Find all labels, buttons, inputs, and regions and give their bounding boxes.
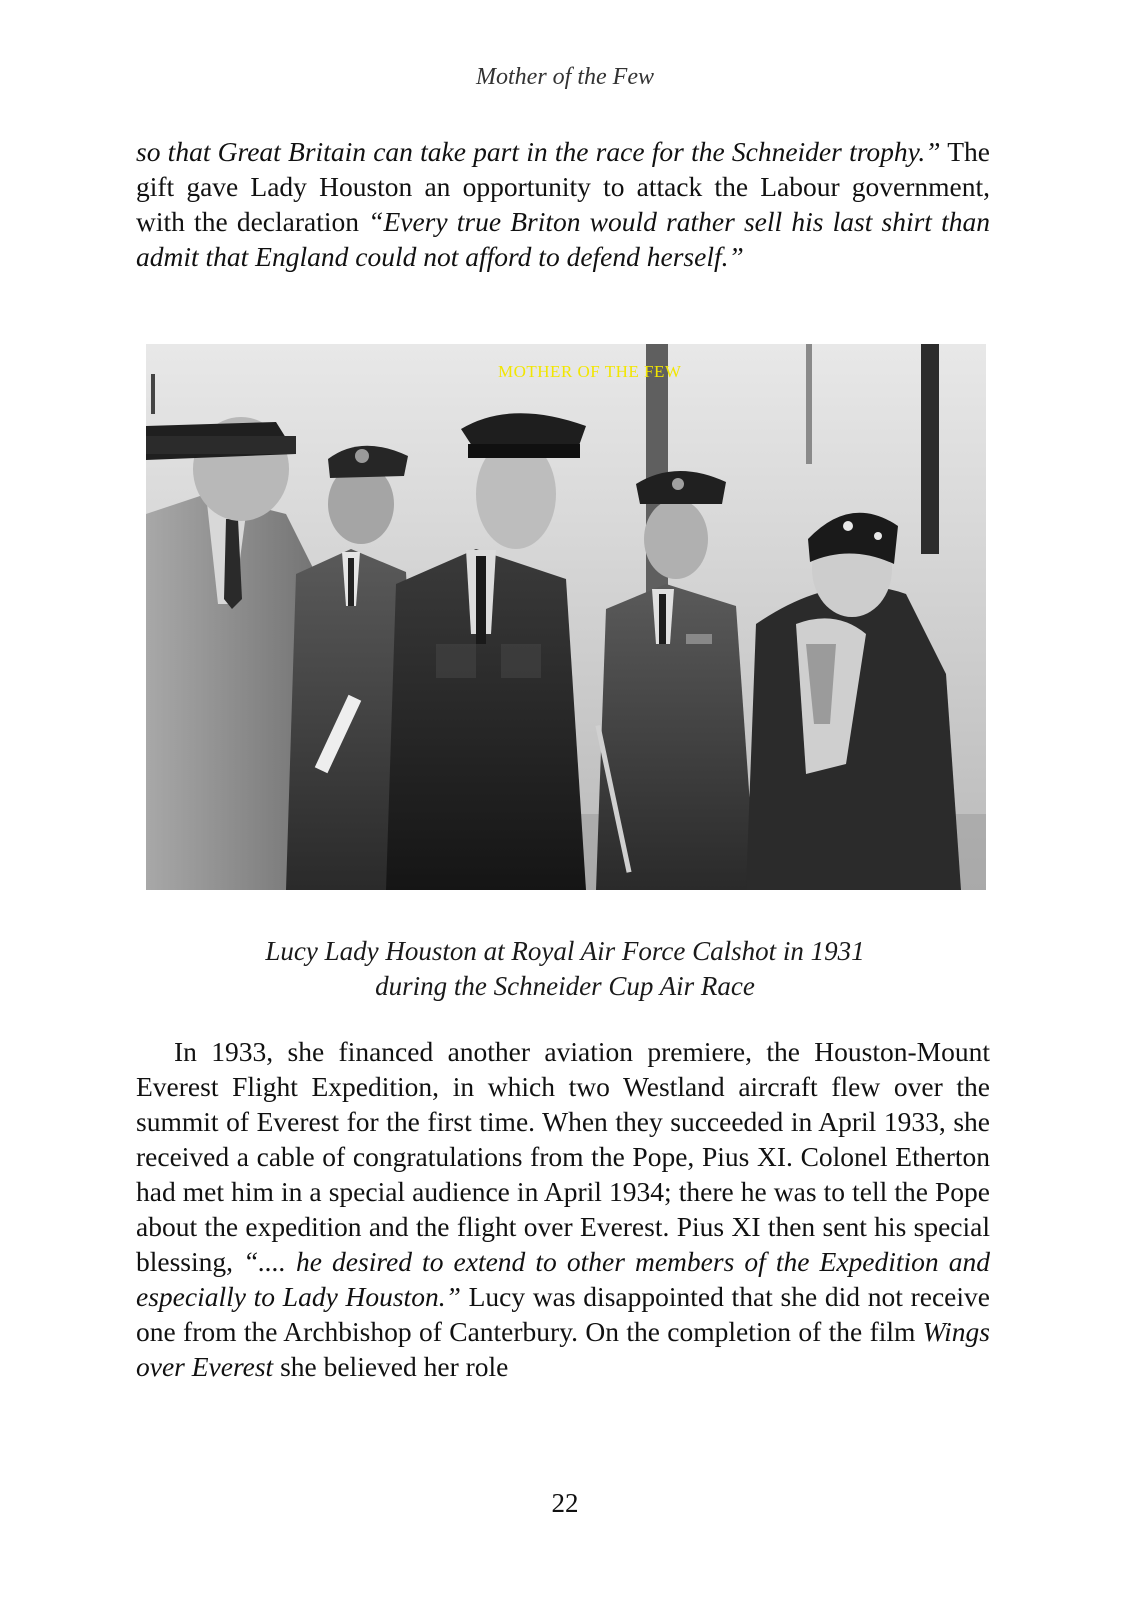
paragraph-text: The gift gave Lady Houston an opportunity to attack the Labour government, with the declaration (136, 136, 990, 237)
italic-quote-true-briton: “Every true Briton would rather sell his last shirt than admit that England could not afford to defend herself.” (136, 206, 991, 272)
italic-quote-papal-blessing: “.... he desired to extend to other members of the Expedition and especially to Lady Houston.” (136, 1246, 990, 1312)
running-header: Mother of the Few (476, 64, 654, 90)
paragraph-text: Lucy was disappointed that she did not receive one from the Archbishop of Canterbury. On the completion of the film (136, 1281, 990, 1347)
paragraph-text: In 1933, she financed another aviation premiere, the Houston-Mount Everest Flight Expedition, in which two Westland aircraft flew over the summit of Everest for the first time. When they succeeded in April 1933, she received a cable of congratulations from the Pope, Pius XI. Colonel Etherton had met him in a special audience in April 1934; there he was to tell the Pope about the expedition and the flight over Everest. Pius XI then sent his special blessing, (136, 1036, 990, 1277)
paragraph-text: she believed her role (273, 1351, 509, 1382)
photo-caption (0, 934, 1130, 1004)
photo-watermark: MOTHER OF THE FEW (498, 362, 682, 381)
paragraph-everest-flight (136, 1034, 990, 1384)
paragraph-schneider-trophy (136, 134, 990, 274)
caption-line-2: during the Schneider Cup Air Race (375, 971, 755, 1001)
italic-quote-schneider: so that Great Britain can take part in the race for the Schneider trophy.” (136, 136, 941, 167)
caption-line-1: Lucy Lady Houston at Royal Air Force Calshot in 1931 (265, 936, 865, 966)
historical-photograph (146, 344, 986, 890)
page-number: 22 (551, 1488, 579, 1518)
italic-film-title: Wings over Everest (136, 1316, 990, 1382)
